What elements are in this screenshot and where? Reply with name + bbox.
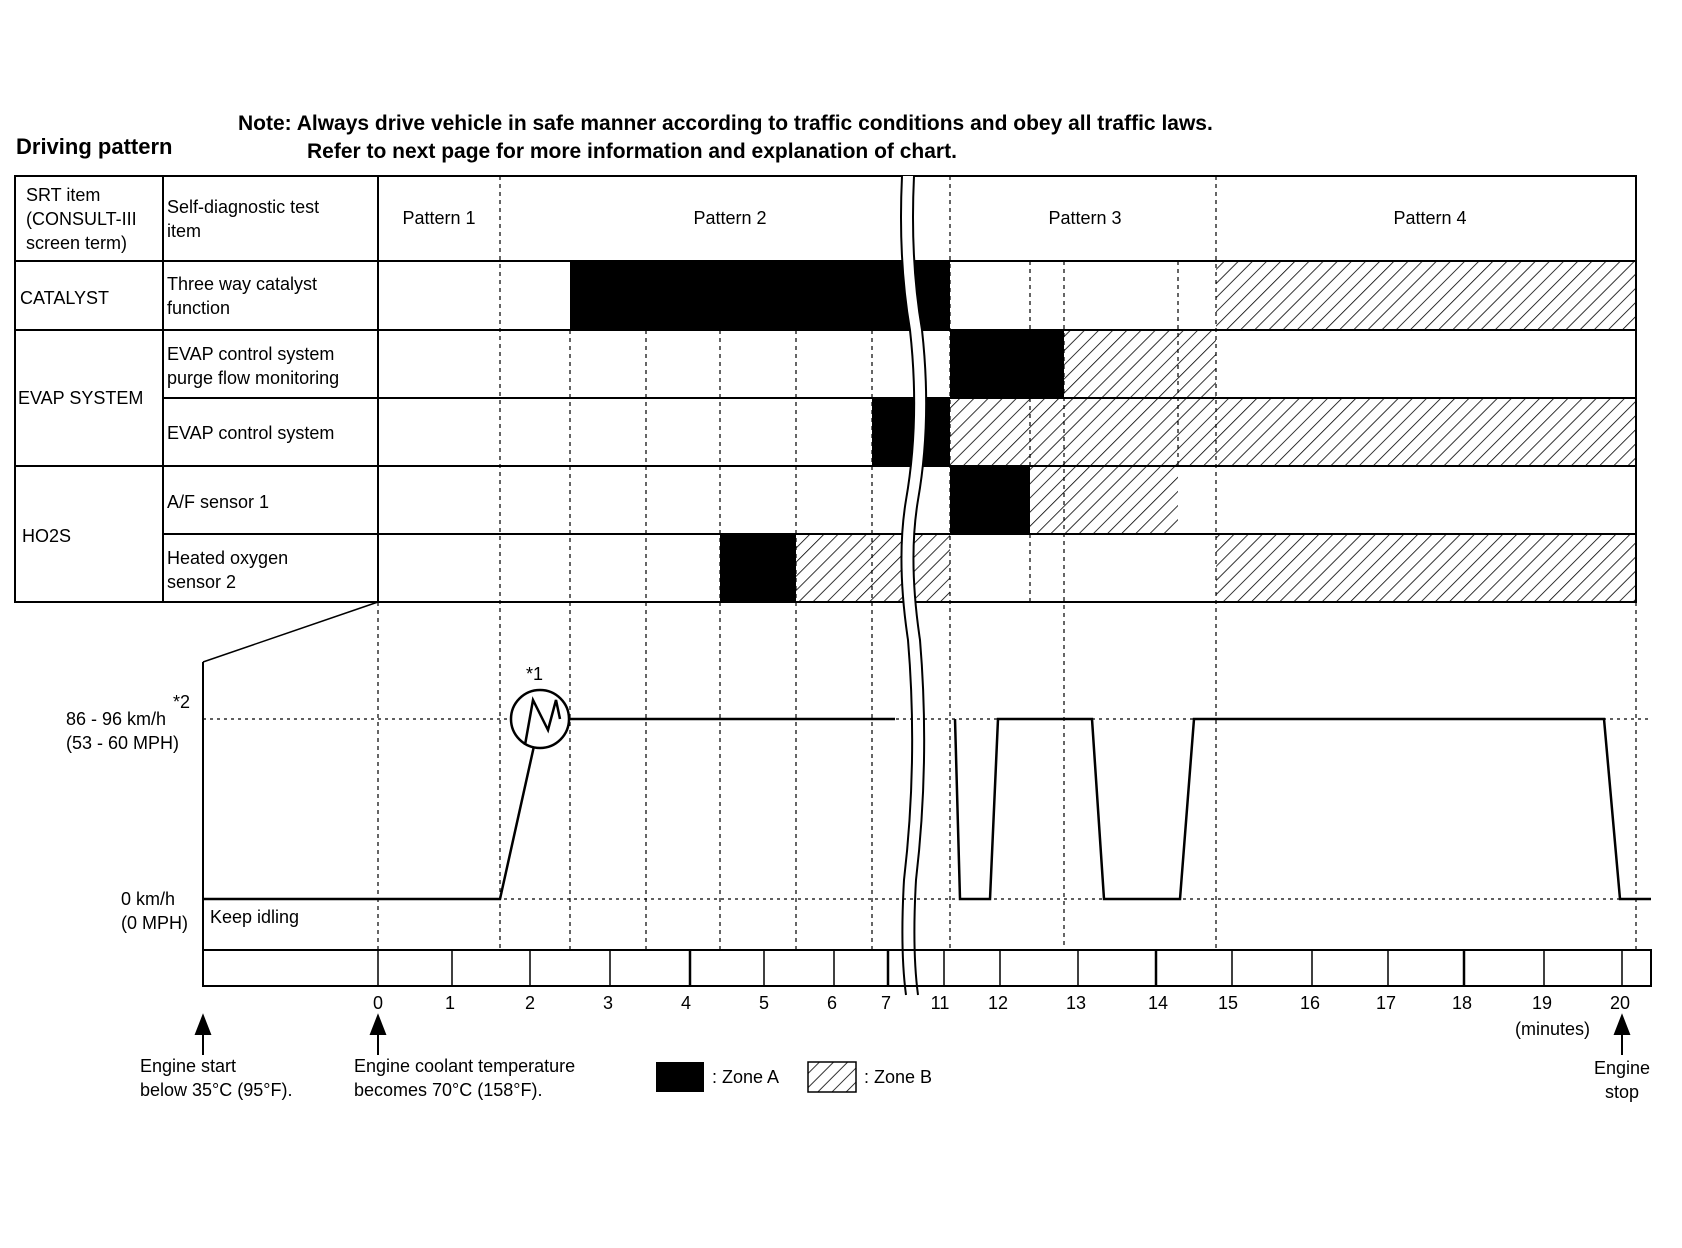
tick-6: 6 (826, 993, 837, 1013)
speed-trace (203, 719, 1651, 899)
speed-high-mph: (53 - 60 MPH) (66, 733, 180, 753)
srt-catalyst: CATALYST (20, 288, 110, 308)
catalyst-zone-a (570, 261, 950, 330)
zone-a-label: : Zone A (712, 1067, 780, 1087)
srt-evap-system: EVAP SYSTEM (18, 388, 144, 408)
page-title: Driving pattern (16, 134, 173, 159)
coolant-note: Engine coolant temperature becomes 70°C (158°F). (354, 1056, 576, 1100)
speed-high-note: *2 (173, 692, 191, 712)
tick-14: 14 (1147, 993, 1169, 1013)
zone-b-swatch (808, 1062, 856, 1092)
note-1-label: *1 (526, 664, 544, 684)
evap-zone-b (950, 398, 1636, 466)
tick-15: 15 (1217, 993, 1239, 1013)
af-zone-a (950, 466, 1030, 534)
tick-7: 7 (880, 993, 891, 1013)
test-item-header: Self-diagnostic test item (167, 197, 320, 241)
test-af-sensor: A/F sensor 1 (167, 492, 270, 512)
speed-high-label: 86 - 96 km/h (66, 709, 167, 729)
speed-zero-label: 0 km/h (121, 889, 176, 909)
catalyst-zone-b (1216, 261, 1636, 330)
test-evap: EVAP control system (167, 423, 335, 443)
srt-ho2s: HO2S (22, 526, 72, 546)
keep-idling-label: Keep idling (210, 907, 300, 927)
af-zone-b (1030, 466, 1178, 534)
test-evap-purge: EVAP control system purge flow monitoring (167, 344, 340, 388)
engine-start-note: Engine start below 35°C (95°F). (140, 1056, 293, 1100)
pattern-4-label: Pattern 4 (1393, 208, 1467, 228)
tick-17: 17 (1375, 993, 1397, 1013)
tick-3: 3 (602, 993, 613, 1013)
zone-a-swatch (656, 1062, 704, 1092)
minutes-unit: (minutes) (1515, 1019, 1591, 1039)
zone-blocks (570, 261, 1636, 602)
zigzag-circle (511, 690, 569, 748)
zone-b-label: : Zone B (864, 1067, 933, 1087)
ho2s-zone-b-2 (1216, 534, 1636, 602)
tick-0: 0 (372, 993, 383, 1013)
note-line-1: Note: Always drive vehicle in safe manner according to traffic conditions and obey all traffic laws. (238, 112, 1213, 135)
engine-stop-note: Engine stop (1593, 1058, 1651, 1102)
tick-2: 2 (524, 993, 535, 1013)
test-catalyst: Three way catalyst function (167, 274, 318, 318)
tick-18: 18 (1451, 993, 1473, 1013)
tick-4: 4 (680, 993, 691, 1013)
evap-purge-zone-a (950, 330, 1064, 398)
evap-purge-zone-b (1064, 330, 1216, 398)
srt-item-header: SRT item (CONSULT-III screen term) (26, 185, 137, 253)
test-ho2s: Heated oxygen sensor 2 (167, 548, 289, 592)
pattern-1-label: Pattern 1 (402, 208, 476, 228)
tick-20: 20 (1609, 993, 1631, 1013)
ho2s-zone-a (720, 534, 796, 602)
tick-16: 16 (1299, 993, 1321, 1013)
arrows (196, 1016, 1629, 1055)
speed-zero-mph: (0 MPH) (121, 913, 188, 933)
tick-11: 11 (930, 993, 950, 1013)
tick-1: 1 (444, 993, 455, 1013)
tick-5: 5 (758, 993, 769, 1013)
pattern-2-label: Pattern 2 (693, 208, 767, 228)
tick-19: 19 (1531, 993, 1553, 1013)
note-line-2: Refer to next page for more information and explanation of chart. (307, 140, 957, 163)
pattern-3-label: Pattern 3 (1048, 208, 1122, 228)
tick-13: 13 (1065, 993, 1087, 1013)
tick-12: 12 (987, 993, 1009, 1013)
ho2s-zone-b (796, 534, 950, 602)
